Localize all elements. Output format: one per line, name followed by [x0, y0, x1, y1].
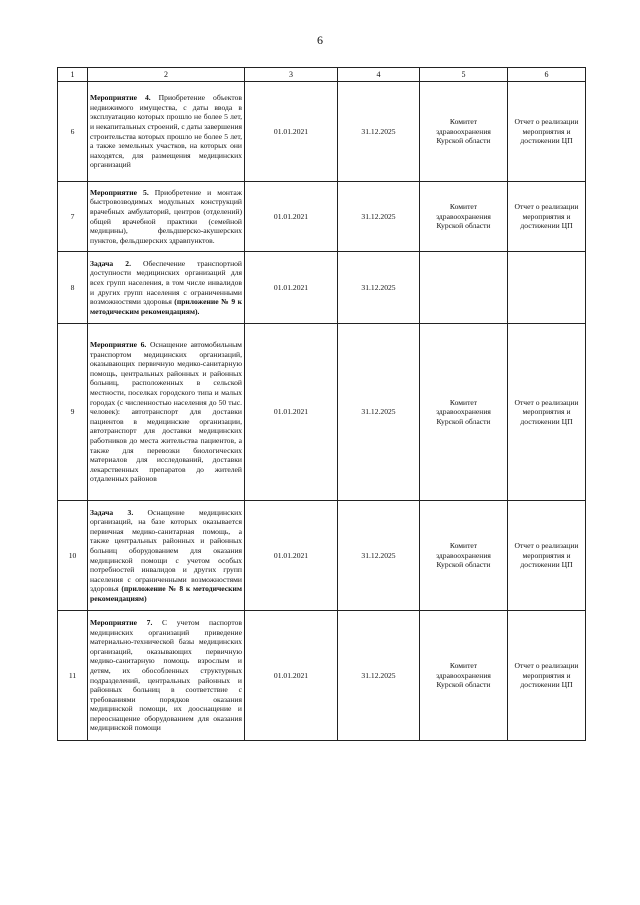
row-end-date: 31.12.2025 [338, 82, 420, 182]
row-tail: (приложение № 9 к методическим рекомендациям). [90, 297, 242, 316]
table-row [58, 324, 586, 501]
table-row [58, 182, 586, 252]
row-number: 9 [58, 324, 88, 501]
row-number: 10 [58, 501, 88, 611]
row-start-date: 01.01.2021 [245, 501, 338, 611]
column-header-2: 2 [88, 68, 245, 82]
row-description [88, 182, 245, 252]
row-tail: (приложение № 8 к методическим рекомендациям) [90, 584, 242, 603]
table-row [58, 611, 586, 741]
row-report [508, 252, 586, 324]
row-start-date: 01.01.2021 [245, 611, 338, 741]
row-report: Отчет о реализации мероприятия и достижении ЦП [508, 501, 586, 611]
row-report: Отчет о реализации мероприятия и достижении ЦП [508, 182, 586, 252]
row-start-date: 01.01.2021 [245, 182, 338, 252]
row-text: Обеспечение транспортной доступности медицинских организаций для всех групп населения, в том числе инвалидов и других групп населения с ограниченными возможностями здоровья [90, 258, 242, 307]
row-text: Приобретение объектов недвижимого имущества, с даты ввода в эксплуатацию которых прошло не более 5 лет, и некапитальных строений, с даты завершения строительства которых прошло не более 5 лет, а также земельных участков, на которых они находятся, для размещения медицинских организаций [90, 93, 242, 170]
row-lead: Задача 2. [90, 258, 131, 268]
row-responsible [420, 252, 508, 324]
column-header-6: 6 [508, 68, 586, 82]
row-lead: Задача 3. [90, 507, 134, 517]
table-row [58, 252, 586, 324]
row-end-date: 31.12.2025 [338, 182, 420, 252]
row-responsible: Комитет здравоохранения Курской области [420, 611, 508, 741]
row-text: Оснащение автомобильным транспортом медицинских организаций, оказывающих первичную медико-санитарную помощь, центральных районных и районных больниц, расположенных в сельской местности, поселках городского типа и малых городах (с численностью населения до 50 тыс. человек): автотранспорт для доставки пациентов в медицинские организации, автотранспорт для доставки медицинских работников до места жительства пациентов, а также для перевозки биологических материалов для исследований, доставки лекарственных препаратов до жителей отдаленных районов [90, 340, 242, 484]
row-report: Отчет о реализации мероприятия и достижении ЦП [508, 324, 586, 501]
row-end-date: 31.12.2025 [338, 252, 420, 324]
table-row [58, 501, 586, 611]
column-header-3: 3 [245, 68, 338, 82]
row-number: 8 [58, 252, 88, 324]
row-number: 6 [58, 82, 88, 182]
row-end-date: 31.12.2025 [338, 611, 420, 741]
header-row [58, 68, 586, 82]
row-number: 11 [58, 611, 88, 741]
row-report: Отчет о реализации мероприятия и достижении ЦП [508, 611, 586, 741]
measures-table [57, 67, 586, 741]
table-row [58, 82, 586, 182]
column-header-5: 5 [420, 68, 508, 82]
column-header-1: 1 [58, 68, 88, 82]
row-description [88, 252, 245, 324]
row-start-date: 01.01.2021 [245, 324, 338, 501]
row-responsible: Комитет здравоохранения Курской области [420, 324, 508, 501]
row-lead: Мероприятие 4. [90, 93, 151, 103]
row-text: Приобретение и монтаж быстровозводимых модульных конструкций врачебных амбулаторий, центров (отделений) общей врачебной практики (семейной медицины), фельдшерско-акушерских пунктов, фельдшерских здравпунктов. [90, 187, 242, 245]
row-description [88, 324, 245, 501]
row-description [88, 611, 245, 741]
column-header-4: 4 [338, 68, 420, 82]
row-end-date: 31.12.2025 [338, 324, 420, 501]
row-lead: Мероприятие 6. [90, 340, 147, 350]
row-description [88, 501, 245, 611]
row-lead: Мероприятие 5. [90, 187, 149, 197]
row-start-date: 01.01.2021 [245, 252, 338, 324]
row-responsible: Комитет здравоохранения Курской области [420, 82, 508, 182]
row-text: С учетом паспортов медицинских организаций приведение материально-технической базы медицинских организаций, оказывающих первичную медико-санитарную помощь взрослым и детям, их обособленных структурных подразделений, центральных районных и районных больниц в соответствие с требованиями порядков оказания медицинской помощи, их дооснащение и переоснащение оборудованием для оказания медицинской помощи [90, 617, 242, 733]
page-number: 6 [317, 33, 323, 47]
row-responsible: Комитет здравоохранения Курской области [420, 182, 508, 252]
row-responsible: Комитет здравоохранения Курской области [420, 501, 508, 611]
row-report: Отчет о реализации мероприятия и достижении ЦП [508, 82, 586, 182]
row-text: Оснащение медицинских организаций, на базе которых оказывается первичная медико-санитарная помощь, а также центральных районных и районных больниц оборудованием для оказания медицинской помощи с учетом особых потребностей инвалидов и других групп населения с ограниченными возможностями здоровья [90, 507, 242, 594]
row-end-date: 31.12.2025 [338, 501, 420, 611]
row-start-date: 01.01.2021 [245, 82, 338, 182]
row-description [88, 82, 245, 182]
row-lead: Мероприятие 7. [90, 617, 153, 627]
row-number: 7 [58, 182, 88, 252]
